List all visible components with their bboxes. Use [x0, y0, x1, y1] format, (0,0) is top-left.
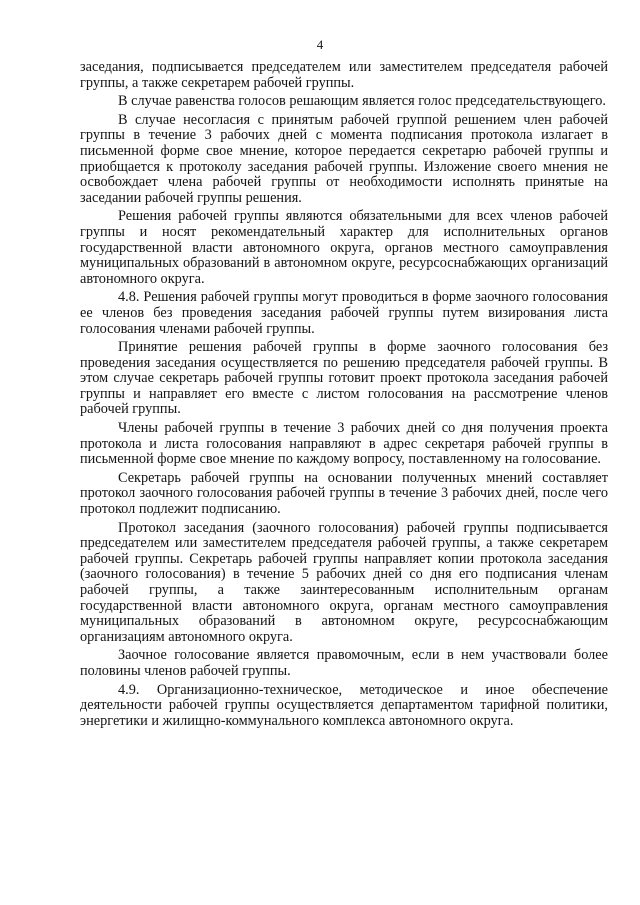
paragraph: 4.8. Решения рабочей группы могут проводиться в форме заочного голосования ее членов без проведения заседания рабочей группы путем визирования листа голосования членами рабочей группы.: [80, 289, 608, 337]
paragraph: Протокол заседания (заочного голосования) рабочей группы подписывается председателем или заместителем председателя рабочей группы, а также секретарем рабочей группы. Секретарь рабочей группы направляет копии протокола заседания (заочного голосования) в течение 5 рабочих дней со дня его подписания членам рабочей группы, а также заинтересованным исполнительным органам государственной власти автономного округа, органам местного самоуправления муниципальных образований в автономном округе, ресурсоснабжающим организациям автономного округа.: [80, 519, 608, 645]
paragraph: заседания, подписывается председателем или заместителем председателя рабочей группы, а также секретарем рабочей группы.: [80, 59, 608, 91]
paragraph: Решения рабочей группы являются обязательными для всех членов рабочей группы и носят рекомендательный характер для исполнительных органов государственной власти автономного округа, органов местного самоуправления муниципальных образований в автономном округе, ресурсоснабжающих организаций автономного округа.: [80, 208, 608, 287]
page-number: 4: [316, 37, 324, 52]
paragraph: 4.9. Организационно-техническое, методическое и иное обеспечение деятельности рабочей группы осуществляется департаментом тарифной политики, энергетики и жилищно-коммунального комплекса автономного округа.: [80, 681, 608, 729]
document-body: [80, 60, 608, 732]
paragraph: Заочное голосование является правомочным, если в нем участвовали более половины членов рабочей группы.: [80, 647, 608, 679]
paragraph: Принятие решения рабочей группы в форме заочного голосования без проведения заседания осуществляется по решению председателя рабочей группы. В этом случае секретарь рабочей группы готовит проект протокола заседания рабочей группы и направляет его вместе с листом голосования на рассмотрение членов рабочей группы.: [80, 339, 608, 418]
paragraph: Члены рабочей группы в течение 3 рабочих дней со дня получения проекта протокола и листа голосования направляют в адрес секретаря рабочей группы в письменной форме свое мнение по каждому вопросу, поставленному на голосование.: [80, 420, 608, 468]
paragraph: Секретарь рабочей группы на основании полученных мнений составляет протокол заочного голосования рабочей группы в течение 3 рабочих дней, после чего протокол подлежит подписанию.: [80, 469, 608, 518]
paragraph: В случае равенства голосов решающим является голос председательствующего.: [118, 93, 606, 110]
paragraph: В случае несогласия с принятым рабочей группой решением член рабочей группы в течение 3 рабочих дней с момента подписания протокола излагает в письменной форме свое мнение, которое передается секретарю рабочей группы и приобщается к протоколу заседания рабочей группы. Изложение своего мнения не освобождает члена рабочей группы от необходимости исполнять принятые на заседании рабочей группы решения.: [80, 111, 608, 206]
